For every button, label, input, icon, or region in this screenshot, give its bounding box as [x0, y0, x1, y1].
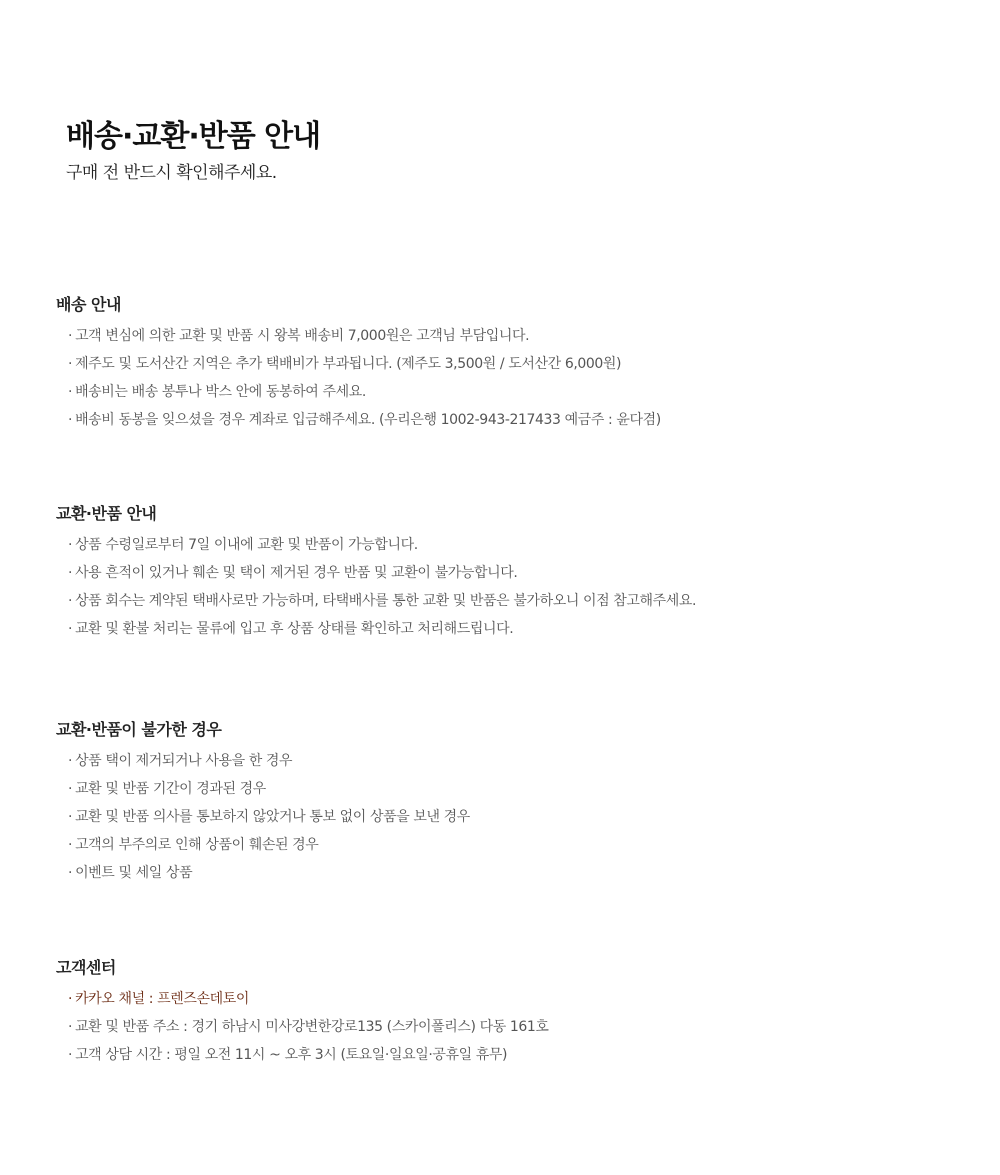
- list-item: · 고객 변심에 의한 교환 및 반품 시 왕복 배송비 7,000원은 고객님 부담입니다.: [68, 328, 530, 344]
- exchange-info-list: [56, 531, 696, 643]
- shipping-info-list: [56, 322, 661, 434]
- list-item: · 고객의 부주의로 인해 상품이 훼손된 경우: [68, 837, 319, 853]
- exchange-info-section: [56, 503, 696, 643]
- list-item: · 교환 및 반품 주소 : 경기 하남시 미사강변한강로135 (스카이폴리스) 다동 161호: [68, 1019, 549, 1035]
- section-heading: 고객센터: [56, 958, 116, 977]
- list-item: · 제주도 및 도서산간 지역은 추가 택배비가 부과됩니다. (제주도 3,500원 / 도서산간 6,000원): [68, 356, 622, 372]
- customer-center-section: [56, 957, 549, 1069]
- list-item: · 교환 및 환불 처리는 물류에 입고 후 상품 상태를 확인하고 처리해드립니다.: [68, 621, 514, 637]
- exchange-unavailable-list: [56, 747, 470, 887]
- section-heading: 배송 안내: [56, 295, 121, 314]
- list-item: · 상품 회수는 계약된 택배사로만 가능하며, 타택배사를 통한 교환 및 반품은 불가하오니 이점 참고해주세요.: [68, 593, 697, 609]
- list-item: · 교환 및 반품 의사를 통보하지 않았거나 통보 없이 상품을 보낸 경우: [68, 809, 470, 825]
- section-heading: 교환·반품 안내: [56, 504, 157, 523]
- list-item: · 상품 수령일로부터 7일 이내에 교환 및 반품이 가능합니다.: [68, 537, 418, 553]
- page-subtitle: 구매 전 반드시 확인해주세요.: [66, 163, 277, 183]
- page-title: 배송·교환·반품 안내: [66, 119, 321, 154]
- list-item: · 배송비 동봉을 잊으셨을 경우 계좌로 입금해주세요. (우리은행 1002-943-217433 예금주 : 윤다겸): [68, 412, 661, 428]
- shipping-info-section: [56, 294, 661, 434]
- kakao-channel-link[interactable]: · 카카오 채널 : 프렌즈손데토이: [68, 991, 250, 1007]
- list-item: · 고객 상담 시간 : 평일 오전 11시 ~ 오후 3시 (토요일·일요일·공휴일 휴무): [68, 1047, 508, 1063]
- customer-center-list: [56, 985, 549, 1069]
- list-item: · 교환 및 반품 기간이 경과된 경우: [68, 781, 266, 797]
- list-item: · 상품 택이 제거되거나 사용을 한 경우: [68, 753, 293, 769]
- list-item: · 배송비는 배송 봉투나 박스 안에 동봉하여 주세요.: [68, 384, 366, 400]
- section-heading: 교환·반품이 불가한 경우: [56, 720, 222, 739]
- list-item: · 이벤트 및 세일 상품: [68, 865, 193, 881]
- exchange-unavailable-section: [56, 719, 470, 887]
- list-item: · 사용 흔적이 있거나 훼손 및 택이 제거된 경우 반품 및 교환이 불가능합니다.: [68, 565, 518, 581]
